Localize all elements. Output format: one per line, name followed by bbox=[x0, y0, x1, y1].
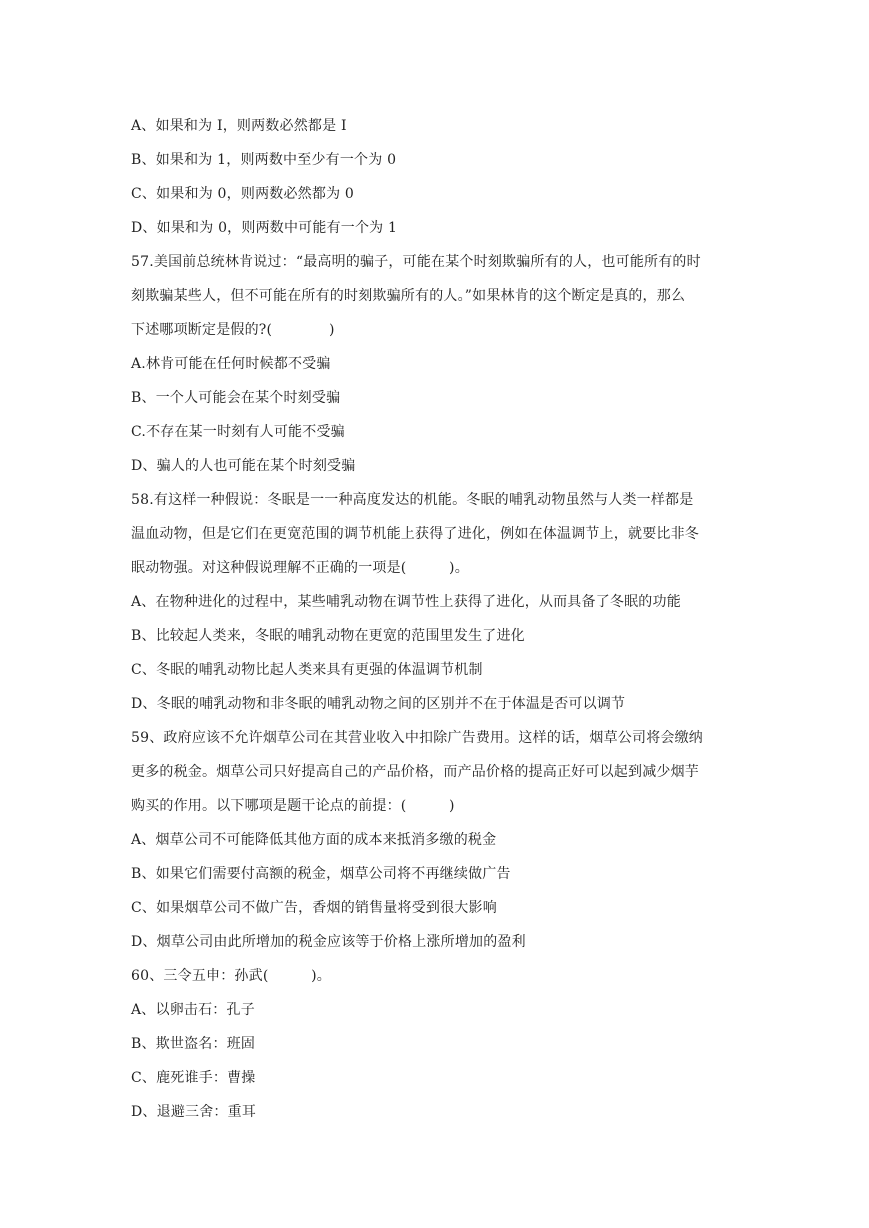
option-b: B、如果和为 1，则两数中至少有一个为 0 bbox=[131, 152, 397, 168]
option-c: C、如果烟草公司不做广告，香烟的销售量将受到很大影响 bbox=[131, 900, 497, 916]
option-a: A、在物种进化的过程中，某些哺乳动物在调节性上获得了进化，从而具备了冬眠的功能 bbox=[131, 594, 681, 610]
question-58 bbox=[131, 483, 743, 721]
option-b: B、一个人可能会在某个时刻受骗 bbox=[131, 390, 341, 406]
option-b: B、欺世盗名：班固 bbox=[131, 1036, 256, 1052]
question-text-line: 眠动物强。对这种假说理解不正确的一项是( )。 bbox=[131, 560, 469, 576]
option-a: A.林肯可能在任何时候都不受骗 bbox=[131, 356, 331, 372]
question-text-line: 温血动物，但是它们在更宽范围的调节机能上获得了进化，例如在体温调节上，就要比非冬 bbox=[131, 526, 699, 542]
option-a: A、烟草公司不可能降低其他方面的成本来抵消多缴的税金 bbox=[131, 832, 497, 848]
question-text-line: 57.美国前总统林肯说过：“最高明的骗子，可能在某个时刻欺骗所有的人，也可能所有的时 bbox=[131, 254, 701, 270]
option-c: C.不存在某一时刻有人可能不受骗 bbox=[131, 424, 345, 440]
question-60 bbox=[131, 959, 743, 1129]
option-c: C、鹿死谁手：曹操 bbox=[131, 1070, 256, 1086]
option-d: D、烟草公司由此所增加的税金应该等于价格上涨所增加的盈利 bbox=[131, 934, 526, 950]
question-text-line: 更多的税金。烟草公司只好提高自己的产品价格，而产品价格的提高正好可以起到减少烟芋 bbox=[131, 764, 699, 780]
question-text-line: 58.有这样一种假说：冬眠是一一种高度发达的机能。冬眠的哺乳动物虽然与人类一样都是 bbox=[131, 492, 694, 508]
question-text-line: 购买的作用。以下哪项是题干论点的前提：( ) bbox=[131, 798, 455, 814]
option-b: B、比较起人类来，冬眠的哺乳动物在更宽的范围里发生了进化 bbox=[131, 628, 525, 644]
option-d: D、冬眠的哺乳动物和非冬眠的哺乳动物之间的区别并不在于体温是否可以调节 bbox=[131, 696, 626, 712]
question-text-line: 60、三令五申：孙武( )。 bbox=[131, 968, 331, 984]
option-c: C、冬眠的哺乳动物比起人类来具有更强的体温调节机制 bbox=[131, 662, 483, 678]
option-d: D、如果和为 0，则两数中可能有一个为 1 bbox=[131, 220, 398, 236]
option-d: D、退避三舍：重耳 bbox=[131, 1104, 257, 1120]
question-text-line: 下述哪项断定是假的?( ) bbox=[131, 322, 335, 338]
option-c: C、如果和为 0，则两数必然都为 0 bbox=[131, 186, 355, 202]
question-57 bbox=[131, 245, 743, 483]
question-content bbox=[131, 109, 743, 1129]
option-a: A、以卵击石：孔子 bbox=[131, 1002, 255, 1018]
question-56-options bbox=[131, 109, 743, 245]
option-d: D、骗人的人也可能在某个时刻受骗 bbox=[131, 458, 356, 474]
question-text-line: 59、政府应该不允许烟草公司在其营业收入中扣除广告费用。这样的话，烟草公司将会缴纳 bbox=[131, 730, 704, 746]
option-a: A、如果和为 I，则两数必然都是 I bbox=[131, 118, 347, 134]
question-text-line: 刻欺骗某些人，但不可能在所有的时刻欺骗所有的人。”如果林肯的这个断定是真的，那么 bbox=[131, 288, 686, 304]
question-59 bbox=[131, 721, 743, 959]
option-b: B、如果它们需要付高额的税金，烟草公司将不再继续做广告 bbox=[131, 866, 511, 882]
